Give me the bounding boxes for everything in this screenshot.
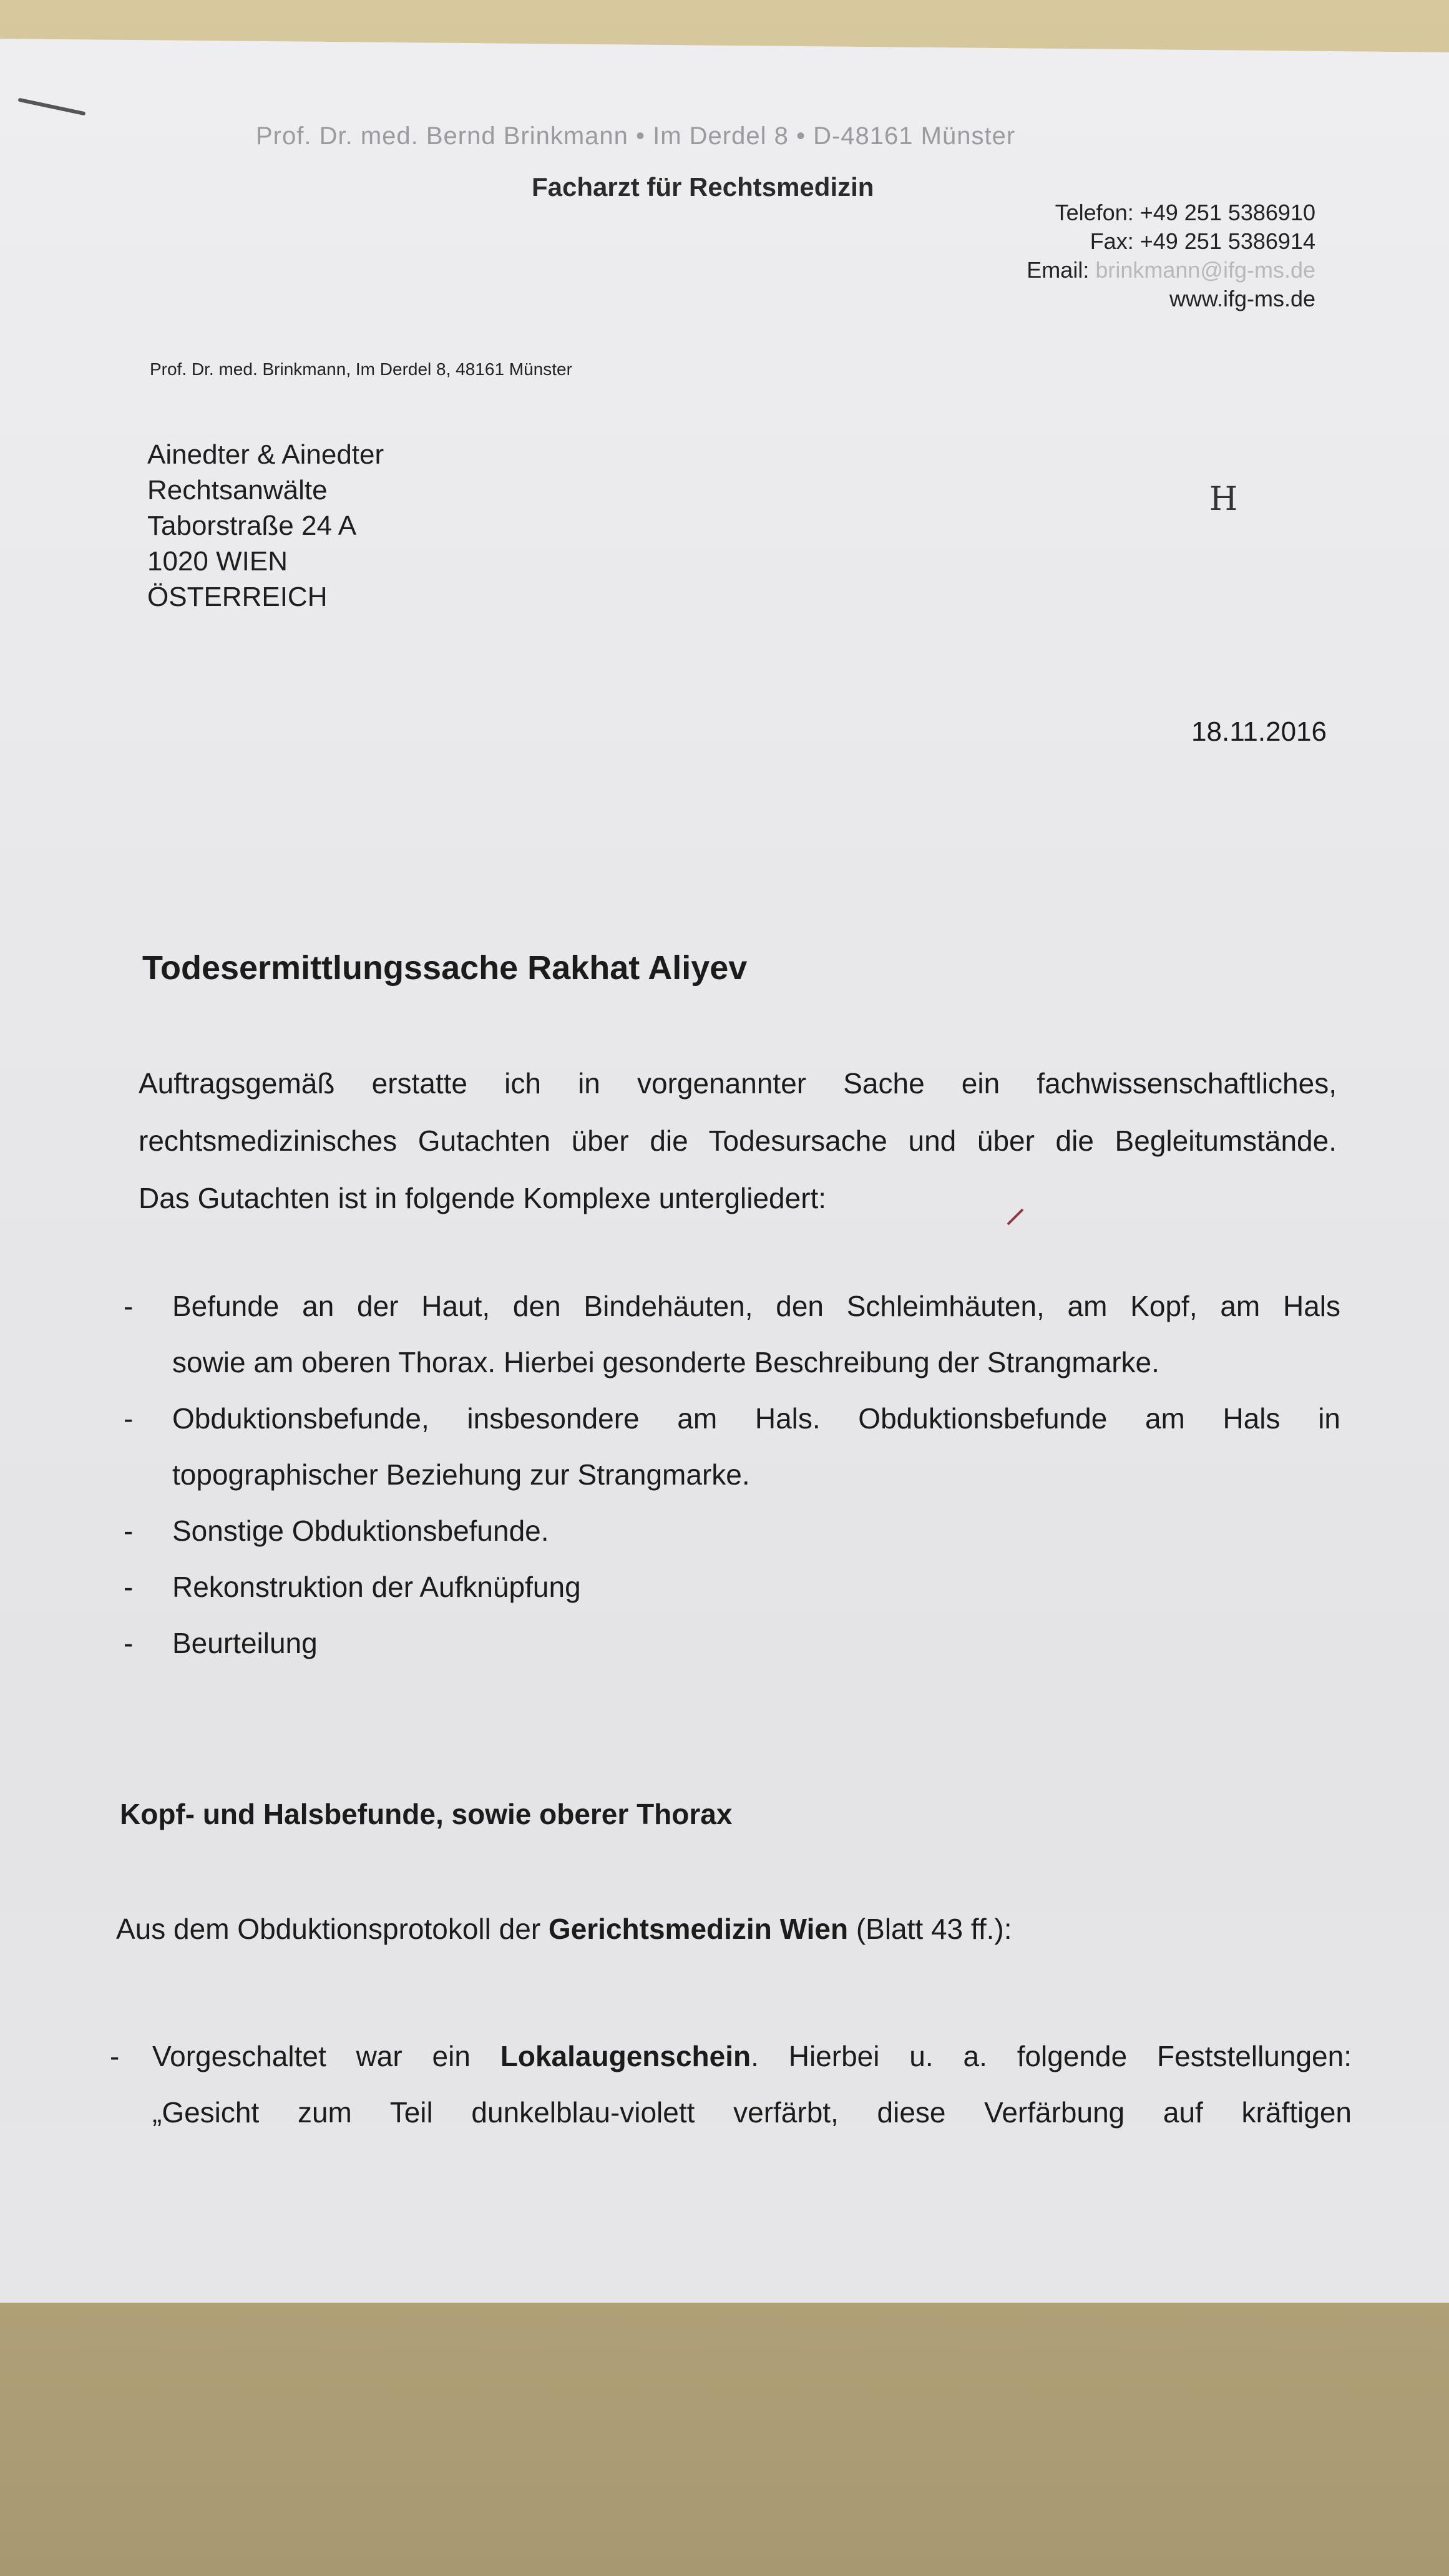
list-item (124, 1390, 1340, 1503)
list-item-line-1 (152, 2028, 1352, 2084)
source-line (116, 1912, 1012, 1946)
email-label: Email: (1027, 257, 1096, 283)
sender-line: Prof. Dr. med. Brinkmann, Im Derdel 8, 48161 Münster (150, 359, 572, 379)
finding-bold: Lokalaugenschein (500, 2040, 751, 2072)
contact-block (1027, 198, 1315, 313)
letterhead-top-line: Prof. Dr. med. Bernd Brinkmann • Im Derdel 8 • D-48161 Münster (256, 122, 1016, 150)
list-dash: - (124, 1627, 134, 1659)
list-dash: - (110, 2040, 120, 2072)
list-dash: - (124, 1571, 134, 1603)
list-item-line-1: Sonstige Obduktionsbefunde. (172, 1515, 549, 1547)
list-item (110, 2028, 1352, 2140)
finding-suffix: . Hierbei u. a. folgende Feststellungen: (751, 2040, 1352, 2072)
list-item (124, 1559, 1340, 1615)
list-item-line-1: Rekonstruktion der Aufknüpfung (172, 1571, 581, 1603)
list-item-line-1: Beurteilung (172, 1627, 318, 1659)
list-item-line-2: sowie am oberen Thorax. Hierbei gesonderte Beschreibung der Strangmarke. (172, 1346, 1159, 1378)
source-suffix: (Blatt 43 ff.): (848, 1913, 1012, 1945)
list-item-line-1: Obduktionsbefunde, insbesondere am Hals. Obduktionsbefunde am Hals in (172, 1402, 1340, 1435)
intro-line-2: rechtsmedizinisches Gutachten über die Todesursache und über die Begleitumstände. (139, 1125, 1337, 1157)
findings-list (110, 2028, 1352, 2140)
letterhead-subtitle: Facharzt für Rechtsmedizin (532, 172, 874, 202)
source-prefix: Aus dem Obduktionsprotokoll der (116, 1913, 549, 1945)
recipient-line-1: Ainedter & Ainedter (147, 439, 384, 470)
source-institution: Gerichtsmedizin Wien (548, 1913, 849, 1945)
phone-line: Telefon: +49 251 5386910 (1055, 200, 1315, 225)
finding-prefix: Vorgeschaltet war ein (152, 2040, 500, 2072)
section-heading: Kopf- und Halsbefunde, sowie oberer Thorax (120, 1798, 733, 1830)
list-item (124, 1503, 1340, 1559)
list-item-line-2: „Gesicht zum Teil dunkelblau-violett verfärbt, diese Verfärbung auf kräftigen (152, 2096, 1352, 2129)
recipient-line-5: ÖSTERREICH (147, 582, 328, 612)
list-item (124, 1615, 1340, 1671)
list-item (124, 1278, 1340, 1390)
intro-line-3: Das Gutachten ist in folgende Komplexe untergliedert: (139, 1182, 827, 1214)
fax-line: Fax: +49 251 5386914 (1090, 228, 1315, 254)
recipient-address (147, 437, 384, 615)
outline-list (124, 1278, 1340, 1671)
recipient-line-2: Rechtsanwälte (147, 475, 328, 505)
intro-line-1: Auftragsgemäß erstatte ich in vorgenannter Sache ein fachwissenschaftliches, (139, 1067, 1337, 1100)
list-item-line-2: topographischer Beziehung zur Strangmarke. (172, 1458, 750, 1491)
recipient-line-3: Taborstraße 24 A (147, 510, 357, 541)
email-value: brinkmann@ifg-ms.de (1095, 257, 1315, 283)
handwritten-mark: H (1209, 481, 1238, 518)
list-item-line-1: Befunde an der Haut, den Bindehäuten, den Schleimhäuten, am Kopf, am Hals (172, 1290, 1340, 1322)
recipient-line-4: 1020 WIEN (147, 546, 288, 577)
list-dash: - (124, 1515, 134, 1547)
intro-paragraph (139, 1055, 1337, 1227)
website-line: www.ifg-ms.de (1169, 286, 1315, 311)
list-dash: - (124, 1290, 134, 1322)
subject-heading: Todesermittlungssache Rakhat Aliyev (142, 949, 748, 987)
list-dash: - (124, 1402, 134, 1435)
letter-date: 18.11.2016 (1191, 716, 1327, 747)
email-line (1027, 256, 1315, 285)
